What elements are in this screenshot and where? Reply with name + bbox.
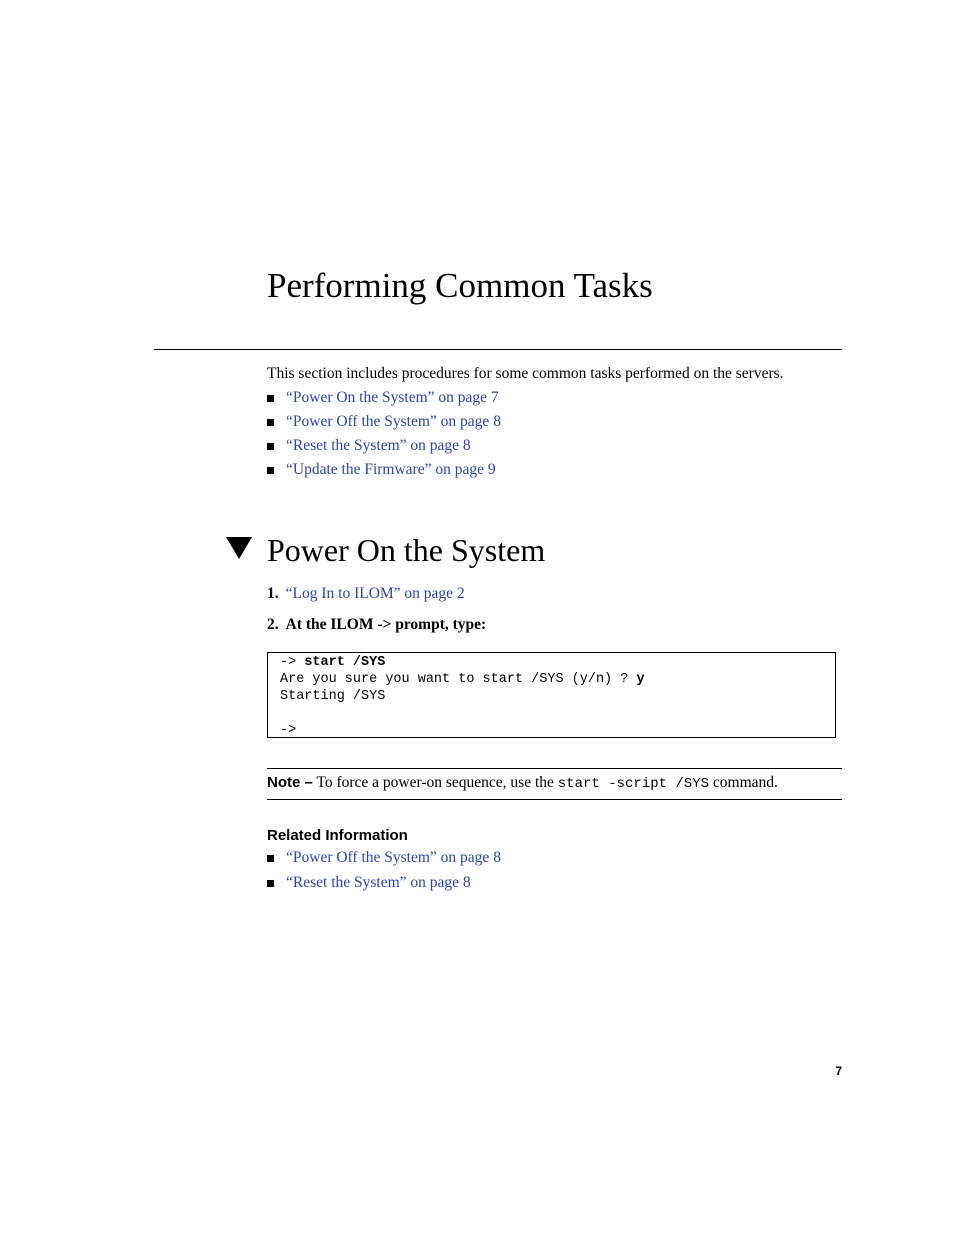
step-link-log-in[interactable]: “Log In to ILOM” on page 2	[285, 585, 465, 602]
toc-link-reset[interactable]: “Reset the System” on page 8	[286, 437, 471, 454]
section-title: Power On the System	[267, 532, 546, 568]
note-text: command.	[709, 774, 778, 791]
note-label: Note –	[267, 774, 313, 791]
note-text: To force a power-on sequence, use the	[312, 774, 558, 791]
code-line: Starting /SYS	[280, 689, 386, 704]
chapter-title: Performing Common Tasks	[267, 266, 653, 305]
list-item	[267, 388, 501, 412]
note-command: start -script /SYS	[557, 776, 710, 792]
chapter-intro: This section includes procedures for some common tasks performed on the servers.	[267, 365, 784, 382]
code-prompt: ->	[280, 655, 305, 670]
related-info-list	[267, 848, 501, 898]
list-item	[267, 873, 501, 898]
code-output: Are you sure you want to start /SYS (y/n) ?	[280, 672, 637, 687]
code-line	[280, 654, 823, 671]
step-2	[267, 615, 486, 635]
bullet-icon	[267, 467, 274, 474]
triangle-down-icon	[226, 537, 252, 559]
bullet-icon	[267, 395, 274, 402]
bullet-icon	[267, 419, 274, 426]
chapter-toc-list	[267, 388, 501, 484]
code-block	[267, 652, 836, 738]
toc-link-power-on[interactable]: “Power On the System” on page 7	[286, 389, 499, 406]
related-link-reset[interactable]: “Reset the System” on page 8	[286, 874, 471, 891]
page-number: 7	[835, 1064, 842, 1078]
bullet-icon	[267, 443, 274, 450]
code-answer: y	[636, 672, 645, 687]
code-line: ->	[280, 723, 297, 738]
related-info-heading: Related Information	[267, 827, 408, 844]
code-command: start /SYS	[304, 655, 386, 670]
toc-link-update-firmware[interactable]: “Update the Firmware” on page 9	[286, 461, 496, 478]
list-item	[267, 412, 501, 436]
note-box	[267, 768, 842, 800]
list-item	[267, 460, 501, 484]
step-text: At the ILOM -> prompt, type:	[285, 616, 487, 633]
code-line	[280, 671, 823, 688]
step-1	[267, 584, 465, 604]
code-line	[280, 705, 823, 722]
related-link-power-off[interactable]: “Power Off the System” on page 8	[286, 849, 501, 866]
toc-link-power-off[interactable]: “Power Off the System” on page 8	[286, 413, 501, 430]
bullet-icon	[267, 880, 274, 887]
bullet-icon	[267, 855, 274, 862]
step-number: 1.	[267, 585, 279, 602]
list-item	[267, 848, 501, 873]
list-item	[267, 436, 501, 460]
chapter-divider	[154, 349, 842, 350]
step-number: 2.	[267, 616, 279, 633]
